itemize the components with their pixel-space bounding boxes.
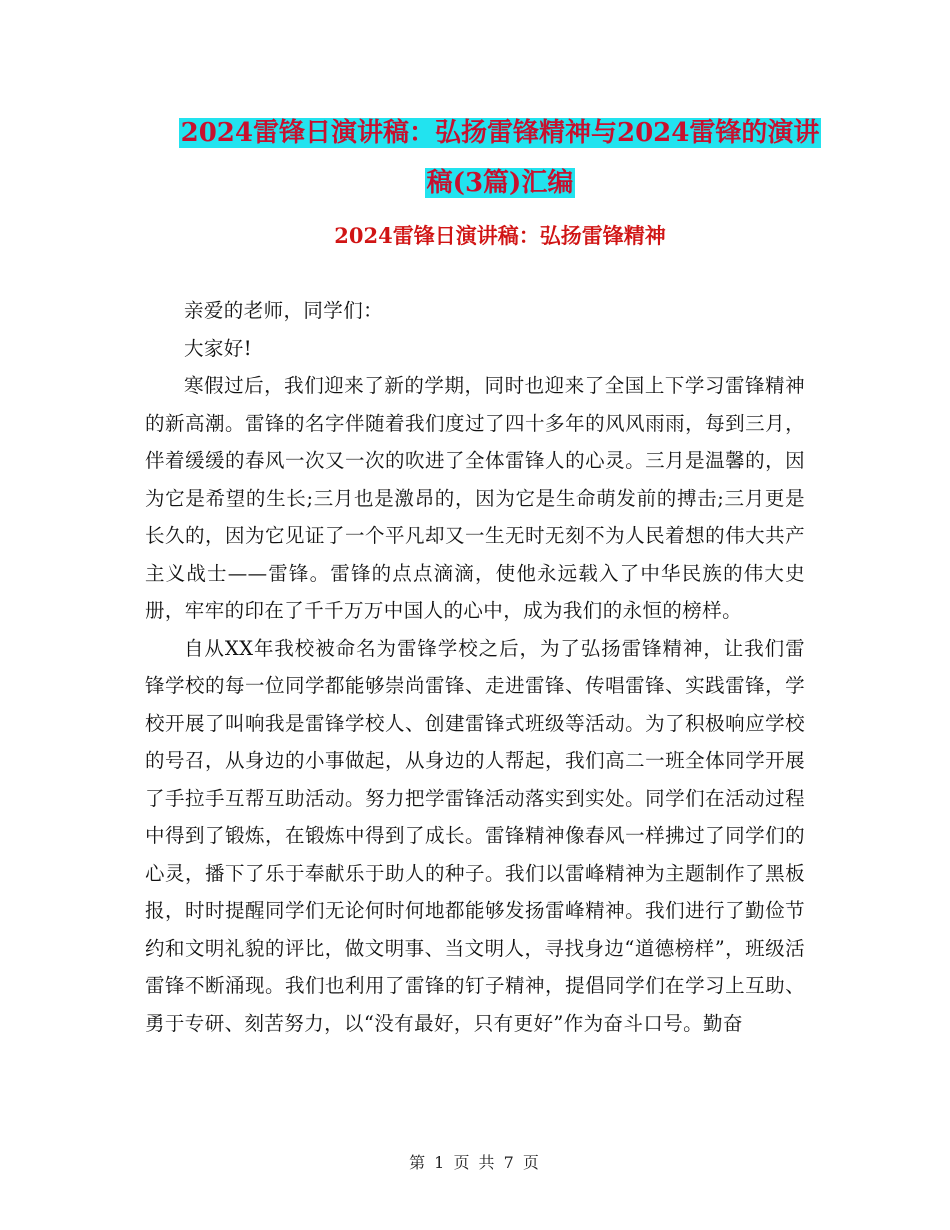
body-paragraph-2: 自从XX年我校被命名为雷锋学校之后，为了弘扬雷锋精神，让我们雷锋学校的每一位同学都能够崇尚雷锋、走进雷锋、传唱雷锋、实践雷锋，学校开展了叫响我是雷锋学校人、创建雷锋式班级等活动。为了积极响应学校的号召，从身边的小事做起，从身边的人帮起，我们高二一班全体同学开展了手拉手互帮互助活动。努力把学雷锋活动落实到实处。同学们在活动过程中得到了锻炼，在锻炼中得到了成长。雷锋精神像春风一样拂过了同学们的心灵，播下了乐于奉献乐于助人的种子。我们以雷峰精神为主题制作了黑板报，时时提醒同学们无论何时何地都能够发扬雷峰精神。我们进行了勤俭节约和文明礼貌的评比，做文明事、当文明人，寻找身边“道德榜样”，班级活雷锋不断涌现。我们也利用了雷锋的钉子精神，提倡同学们在学习上互助、勇于专研、刻苦努力，以“没有最好，只有更好”作为奋斗口号。勤奋 [145,636,805,1035]
page-footer: 第 1 页 共 7 页 [409,1153,541,1172]
salutation-paragraph: 亲爱的老师，同学们： [184,299,384,322]
section-title: 2024雷锋日演讲稿：弘扬雷锋精神 [334,223,666,248]
document-title-line1: 2024雷锋日演讲稿：弘扬雷锋精神与2024雷锋的演讲 [180,118,820,148]
document-title [120,108,880,208]
body-paragraph-1: 寒假过后，我们迎来了新的学期，同时也迎来了全国上下学习雷锋精神的新高潮。雷锋的名字伴随着我们度过了四十多年的风风雨雨，每到三月，伴着缓缓的春风一次又一次的吹进了全体雷锋人的心灵。三月是温馨的，因为它是希望的生长;三月也是激昂的，因为它是生命萌发前的搏击;三月更是长久的，因为它见证了一个平凡却又一生无时无刻不为人民着想的伟大共产主义战士——雷锋。雷锋的点点滴滴，使他永远载入了中华民族的伟大史册，牢牢的印在了千千万万中国人的心中，成为我们的永恒的榜样。 [145,374,805,622]
document-body [145,292,805,1042]
greeting-paragraph: 大家好! [184,336,252,360]
document-title-line2: 稿(3篇)汇编 [426,168,574,198]
